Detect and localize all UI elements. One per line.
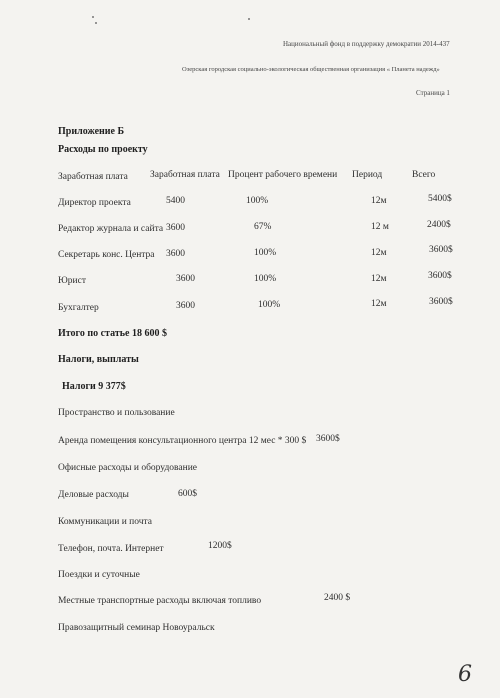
scan-speck xyxy=(95,22,97,24)
scan-speck xyxy=(248,18,250,20)
seminar-line: Правозащитный семинар Новоуральск xyxy=(58,623,215,633)
table-row-period: 12м xyxy=(371,196,387,206)
table-row-percent: 67% xyxy=(254,222,272,232)
salary-total: Итого по статье 18 600 $ xyxy=(58,328,167,339)
table-row-period: 12 м xyxy=(371,222,389,232)
organization-header: Озерская городская социально-экологическая общественная организация « Планета надежд» xyxy=(182,66,440,73)
space-heading: Пространство и пользование xyxy=(58,408,175,418)
rent-total: 3600$ xyxy=(316,434,340,444)
business-line: Деловые расходы xyxy=(58,490,129,500)
col-header-percent: Процент рабочего времени xyxy=(228,170,338,180)
table-row-salary: 3600 xyxy=(166,223,185,233)
taxes-title: Налоги, выплаты xyxy=(58,354,139,365)
local-transport-line: Местные транспортные расходы включая топливо xyxy=(58,596,262,606)
table-row-percent: 100% xyxy=(246,196,269,206)
foundation-header: Национальный фонд в поддержку демократии 2014-437 xyxy=(283,40,450,48)
table-row-percent: 100% xyxy=(254,248,277,258)
table-row-salary: 3600 xyxy=(176,301,195,311)
phone-total: 1200$ xyxy=(208,541,232,551)
col-header-total: Всего xyxy=(412,170,436,180)
comms-heading: Коммуникации и почта xyxy=(58,517,152,527)
business-total: 600$ xyxy=(178,489,197,499)
table-row-period: 12м xyxy=(371,274,387,284)
table-row-period: 12м xyxy=(371,299,387,309)
col-header-period: Период xyxy=(352,170,383,180)
table-row-total: 3600$ xyxy=(429,297,453,307)
table-row-total: 3600$ xyxy=(429,245,453,255)
table-row-position: Секретарь конс. Центра xyxy=(58,250,155,260)
handwritten-page-number: 6 xyxy=(458,662,472,687)
col-header-salary: Заработная плата xyxy=(150,170,220,180)
rent-line: Аренда помещения консультационного центра 12 мес * 300 $ xyxy=(58,436,307,446)
scan-speck xyxy=(92,16,94,18)
table-row-percent: 100% xyxy=(254,274,277,284)
page-label: Страница 1 xyxy=(416,89,450,97)
taxes-line: Налоги 9 377$ xyxy=(62,381,126,392)
table-row-total: 3600$ xyxy=(428,271,452,281)
table-row-salary: 5400 xyxy=(166,196,185,206)
table-row-salary: 3600 xyxy=(176,274,195,284)
table-row-total: 2400$ xyxy=(427,220,451,230)
section-title: Расходы по проекту xyxy=(58,144,148,155)
travel-heading: Поездки и суточные xyxy=(58,570,140,580)
local-transport-total: 2400 $ xyxy=(324,593,351,603)
table-row-position: Юрист xyxy=(58,276,86,286)
appendix-title: Приложение Б xyxy=(58,126,125,137)
table-row-position: Бухгалтер xyxy=(58,303,99,313)
table-row-percent: 100% xyxy=(258,300,281,310)
table-row-period: 12м xyxy=(371,248,387,258)
office-heading: Офисные расходы и оборудование xyxy=(58,463,198,473)
col-header-position: Заработная плата xyxy=(58,172,128,182)
phone-line: Телефон, почта. Интернет xyxy=(58,544,164,554)
table-row-total: 5400$ xyxy=(428,194,452,204)
table-row-position: Редактор журнала и сайта xyxy=(58,224,164,234)
table-row-position: Директор проекта xyxy=(58,198,131,208)
table-row-salary: 3600 xyxy=(166,249,185,259)
